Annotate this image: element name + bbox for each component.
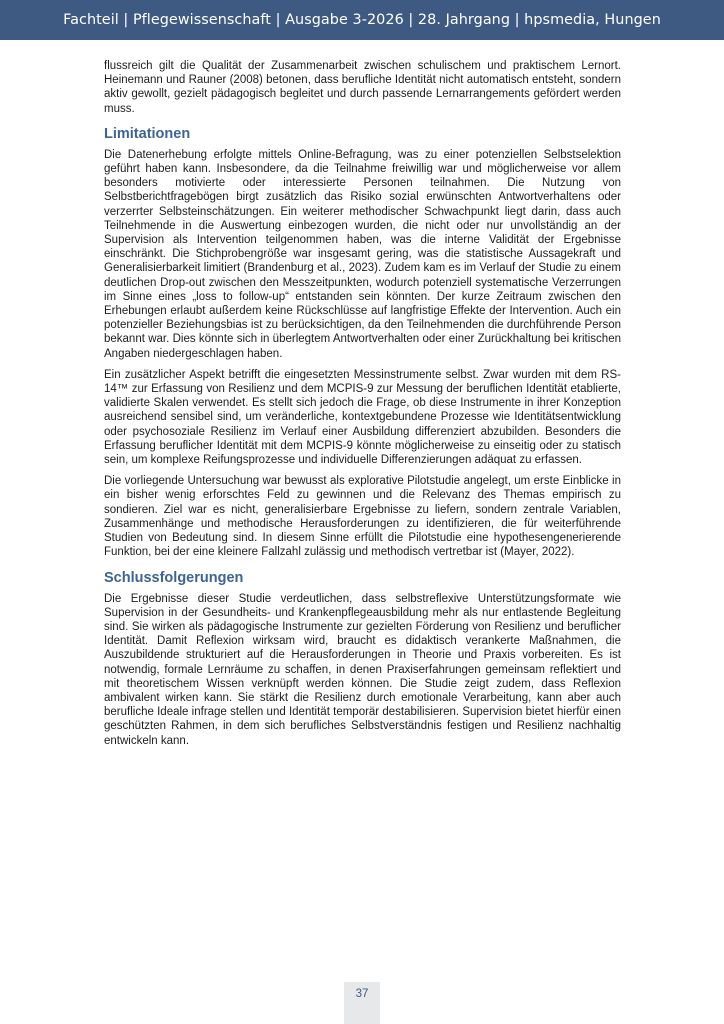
limitationen-paragraph-3: Die vorliegende Untersuchung war bewusst als explorative Pilotstudie angelegt, um erste Einblicke in ein bisher wenig erforschtes Feld zu gewinnen und die Relevanz des Themas empirisch zu sondieren. Ziel war es nicht, generalisierbare Ergebnisse zu liefern, sondern zentrale Variablen, Zusammenhänge und methodische Herausforderungen zu identifizieren, die für weiterführende Studien von Bedeutung sind. In diesem Sinne erfüllt die Pilotstudie eine hypothesengenerierende Funktion, bei der eine kleinere Fallzahl zulässig und methodisch vertretbar ist (Mayer, 2022). (104, 475, 621, 559)
limitationen-paragraph-2: Ein zusätzlicher Aspekt betrifft die eingesetzten Messinstrumente selbst. Zwar wurden mit dem RS-14™ zur Erfassung von Resilienz und dem MCPIS-9 zur Messung der beruflichen Identität etablierte, validierte Skalen verwendet. Es stellt sich jedoch die Frage, ob diese Instrumente in ihrer Konzeption ausreichend sensibel sind, um veränderliche, kontextgebundene Prozesse wie Identitätsentwicklung oder psychosoziale Resilienz im Verlauf einer Ausbildung differenziert abzubilden. Besonders die Erfassung beruflicher Identität mit dem MCPIS-9 könnte möglicherweise zu einseitig oder zu statisch sein, um komplexe Reifungsprozesse und individuelle Differenzierungen adäquat zu erfassen. (104, 368, 621, 467)
schlussfolgerungen-paragraph-1: Die Ergebnisse dieser Studie verdeutlichen, dass selbstreflexive Unterstützungsformate wie Supervision in der Gesundheits- und Krankenpflegeausbildung mehr als nur entlastende Begleitung sind. Sie wirken als pädagogische Instrumente zur gezielten Förderung von Resilienz und beruflicher Identität. Damit Reflexion wirksam wird, braucht es didaktisch verankerte Maßnahmen, die Auszubildende strukturiert auf die Herausforderungen in Theorie und Praxis vorbereiten. Es ist notwendig, formale Lernräume zu schaffen, in denen Praxiserfahrungen gemeinsam reflektiert und mit theoretischem Wissen verknüpft werden können. Die Studie zeigt zudem, dass Reflexion ambivalent wirken kann. Sie stärkt die Resilienz durch emotionale Verarbeitung, kann aber auch berufliche Ideale infrage stellen und Identität temporär destabilisieren. Supervision bietet hierfür einen geschützten Rahmen, in dem sich berufliches Selbstverständnis festigen und Resilienz nachhaltig entwickeln kann. (104, 592, 621, 747)
page-number-box (344, 982, 380, 1024)
page-number: 37 (355, 988, 369, 1000)
limitationen-paragraph-1: Die Datenerhebung erfolgte mittels Online-Befragung, was zu einer potenziellen Selbstselektion geführt haben kann. Insbesondere, da die Teilnahme freiwillig war und möglicherweise vor allem besonders motivierte oder interessierte Personen teilnahmen. Die Nutzung von Selbstberichtfragebögen birgt zusätzlich das Risiko sozial erwünschten Antwortverhaltens oder verzerrter Selbsteinschätzungen. Ein weiterer methodischer Schwachpunkt liegt darin, dass auch Teilnehmende in die Auswertung einbezogen wurden, die nicht oder nur unvollständig an der Supervision als Intervention teilgenommen haben, was die interne Validität der Ergebnisse einschränkt. Die Stichprobengröße war insgesamt gering, was die statistische Aussagekraft und Generalisierbarkeit limitiert (Brandenburg et al., 2023). Zudem kam es im Verlauf der Studie zu einem deutlichen Drop-out zwischen den Messzeitpunkten, wodurch potenziell systematische Verzerrungen im Sinne eines „loss to follow-up“ entstanden sein könnten. Der kurze Zeitraum zwischen den Erhebungen erlaubt außerdem keine Rückschlüsse auf langfristige Effekte der Intervention. Auch ein potenzieller Beziehungsbias ist zu berücksichtigen, da den Teilnehmenden die durchführende Person bekannt war. Dies könnte sich in überlegtem Antwortverhalten oder einer Zurückhaltung bei kritischen Angaben niedergeschlagen haben. (104, 148, 621, 360)
section-heading-limitationen: Limitationen (104, 125, 191, 142)
header-bar (0, 0, 724, 40)
section-heading-schlussfolgerungen: Schlussfolgerungen (104, 569, 244, 586)
article-body (104, 59, 621, 755)
header-title: Fachteil | Pflegewissenschaft | Ausgabe 3-2026 | 28. Jahrgang | hpsmedia, Hungen (63, 12, 661, 28)
intro-paragraph: flussreich gilt die Qualität der Zusammenarbeit zwischen schulischem und praktischem Lernort. Heinemann und Rauner (2008) betonen, dass berufliche Identität nicht automatisch entsteht, sondern aktiv gewollt, gezielt pädagogisch begleitet und durch passende Lernarrangements gefördert werden muss. (104, 60, 621, 115)
